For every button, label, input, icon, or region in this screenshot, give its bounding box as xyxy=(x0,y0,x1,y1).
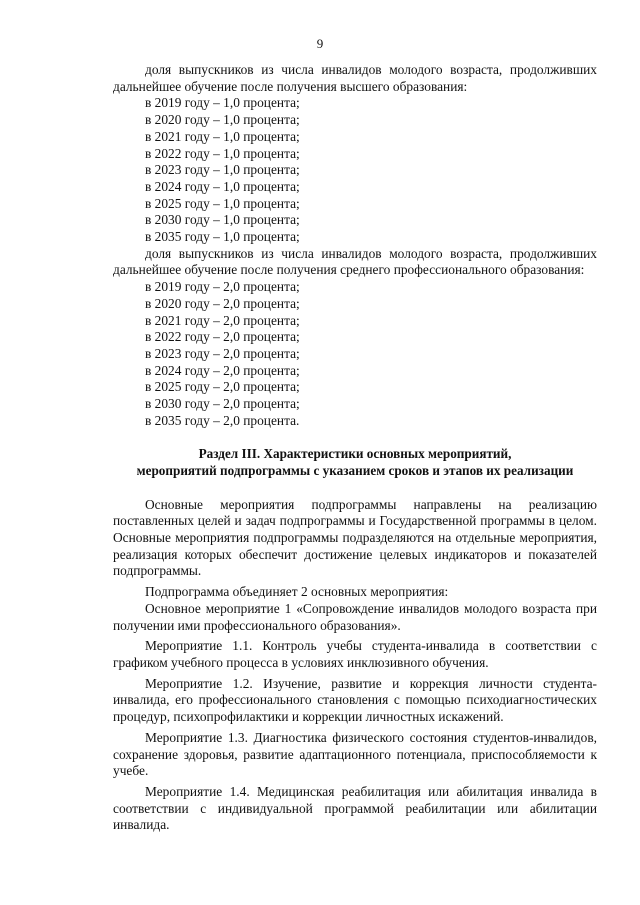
list-item: в 2019 году – 2,0 процента; xyxy=(145,279,300,295)
page-number: 9 xyxy=(316,36,324,51)
list-item: в 2020 году – 2,0 процента; xyxy=(145,295,300,311)
page-content xyxy=(113,62,597,834)
secondary-education-list xyxy=(113,279,597,429)
paragraph: Мероприятие 1.1. Контроль учебы студента-инвалида в соответствии с графиком учебного процесса в условиях инклюзивного обучения. xyxy=(113,638,597,670)
list-item: в 2021 году – 1,0 процента; xyxy=(145,128,300,144)
list-item: в 2025 году – 2,0 процента; xyxy=(145,379,300,395)
section-body xyxy=(113,497,597,834)
list-item: в 2025 году – 1,0 процента; xyxy=(145,195,300,211)
paragraph: Мероприятие 1.3. Диагностика физического состояния студентов-инвалидов, сохранение здоровья, развитие адаптационного потенциала, приспособляемости к учебе. xyxy=(113,729,597,779)
list-item: в 2030 году – 1,0 процента; xyxy=(145,212,300,228)
higher-education-intro: доля выпускников из числа инвалидов молодого возраста, продолживших дальнейшее обучение после получения высшего образования: xyxy=(113,62,597,94)
list-item: в 2020 году – 1,0 процента; xyxy=(145,112,300,128)
list-item: в 2022 году – 2,0 процента; xyxy=(145,329,300,345)
list-item: в 2019 году – 1,0 процента; xyxy=(145,95,300,111)
list-item: в 2023 году – 2,0 процента; xyxy=(145,345,300,361)
secondary-education-intro: доля выпускников из числа инвалидов молодого возраста, продолживших дальнейшее обучение после получения среднего профессионального образования: xyxy=(113,245,597,278)
list-item: в 2022 году – 1,0 процента; xyxy=(145,145,300,161)
higher-education-list xyxy=(113,95,597,245)
paragraph: Мероприятие 1.4. Медицинская реабилитация или абилитация инвалида в соответствии с индивидуальной программой реабилитации или абилитации инвалида. xyxy=(113,783,597,833)
list-item: в 2024 году – 1,0 процента; xyxy=(145,178,300,194)
list-item: в 2035 году – 2,0 процента. xyxy=(145,412,300,428)
section-heading-line: мероприятий подпрограммы с указанием сроков и этапов их реализации xyxy=(136,463,574,479)
section-heading xyxy=(113,446,597,479)
list-item: в 2035 году – 1,0 процента; xyxy=(145,229,300,245)
paragraph: Подпрограмма объединяет 2 основных мероприятия: xyxy=(145,584,449,600)
paragraph: Основные мероприятия подпрограммы направлены на реализацию поставленных целей и задач подпрограммы и Государственной программы в целом. Основные мероприятия подпрограммы подразделяются на отдельные мероприятия, реализация которых обеспечит достижение целевых индикаторов и показателей подпрограммы. xyxy=(113,496,597,579)
paragraph: Основное мероприятие 1 «Сопровождение инвалидов молодого возраста при получении ими профессионального образования». xyxy=(113,600,597,633)
list-item: в 2030 году – 2,0 процента; xyxy=(145,396,300,412)
list-item: в 2021 году – 2,0 процента; xyxy=(145,312,300,328)
paragraph: Мероприятие 1.2. Изучение, развитие и коррекция личности студента-инвалида, его профессионального становления с помощью психодиагностических процедур, психопрофилактики и коррекции личностных искажений. xyxy=(113,675,597,725)
section-heading-line: Раздел III. Характеристики основных мероприятий, xyxy=(198,446,512,462)
list-item: в 2023 году – 1,0 процента; xyxy=(145,162,300,178)
list-item: в 2024 году – 2,0 процента; xyxy=(145,362,300,378)
